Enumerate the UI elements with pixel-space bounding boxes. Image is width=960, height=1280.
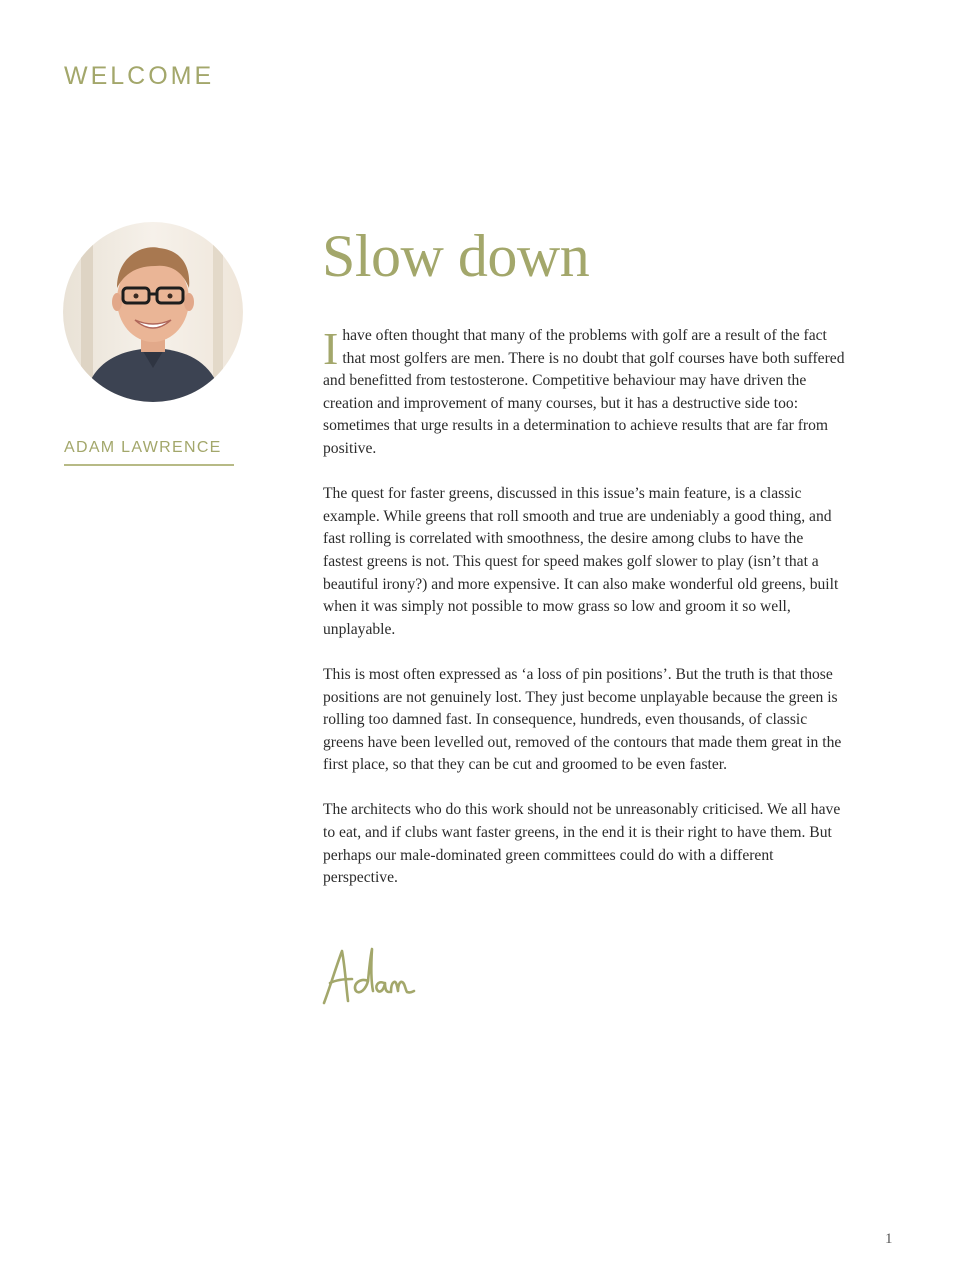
section-label: WELCOME xyxy=(64,62,215,90)
paragraph-3: This is most often expressed as ‘a loss of pin positions’. But the truth is that those positions are not genuinely lost. They just become unplayable because the green is rolling too damned fast. In consequence, hundreds, even thousands, of classic greens have been levelled out, removed of the contours that made them great in the first place, so that they can be cut and groomed to be even faster. xyxy=(323,665,842,774)
drop-cap: I xyxy=(323,323,339,374)
paragraph-1-text: have often thought that many of the problems with golf are a result of the fact that most golfers are men. There is no doubt that golf courses have both suffered and benefitted from testosterone. Competitive behaviour may have driven the creation and improvement of many courses, but it has a destructive side too: sometimes that urge results in a determination to achieve results that are far from positive. xyxy=(323,327,845,457)
portrait-illustration xyxy=(63,222,243,402)
author-name: ADAM LAWRENCE xyxy=(64,439,222,456)
paragraph-4: The architects who do this work should not be unreasonably criticised. We all have to eat, and if clubs want faster greens, in the end it is their right to have them. But perhaps our male-dominated green committees could do with a different perspective. xyxy=(323,801,841,887)
author-photo xyxy=(63,222,243,402)
article-body xyxy=(323,325,845,912)
signature-handwriting xyxy=(320,945,420,1007)
article-title: Slow down xyxy=(322,223,590,289)
paragraph-2: The quest for faster greens, discussed in this issue’s main feature, is a classic example. While greens that roll smooth and true are undeniably a good thing, and fast rolling is correlated with smoothness, the desire among clubs to have the fastest greens is not. This quest for speed makes golf slower to play (isn’t that a beautiful irony?) and more expensive. It can also make wonderful old greens, built when it was simply not possible to mow grass so low and groom it so well, unplayable. xyxy=(323,485,839,638)
author-divider xyxy=(64,464,234,466)
author-signature xyxy=(320,945,420,1012)
paragraph-1 xyxy=(323,325,845,461)
page-number: 1 xyxy=(885,1231,893,1247)
